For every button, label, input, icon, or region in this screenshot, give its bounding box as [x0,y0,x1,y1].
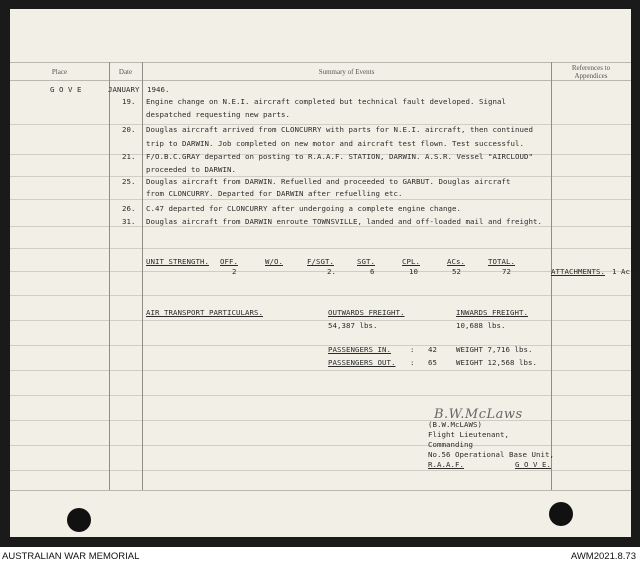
strength-col-acs: ACs. [447,257,465,266]
summary-line: trip to DARWIN. Job completed on new motor and aircraft test flown. Test successful. [146,139,524,148]
passengers-in-label: PASSENGERS IN. [328,345,391,354]
summary-line: Douglas aircraft arrived from CLONCURRY with parts for N.E.I. aircraft, then continued [146,125,533,134]
summary-line: proceeded to DARWIN. [146,165,236,174]
refs-header: References to Appendices [571,64,611,80]
date-entry: 19. [122,97,136,106]
date-header: Date [118,68,133,76]
date-entry: 21. [122,152,136,161]
ruled-line [10,248,631,249]
inwards-freight-label: INWARDS FREIGHT. [456,308,528,317]
strength-col-off: OFF. [220,257,238,266]
date-entry: 25. [122,177,136,186]
outwards-freight-label: OUTWARDS FREIGHT. [328,308,405,317]
signatory-unit: No.56 Operational Base Unit, [428,450,554,459]
strength-col-wo: W/O. [265,257,283,266]
ruled-line [10,470,631,471]
date-entry: 31. [122,217,136,226]
passengers-in-value: 42 [428,345,437,354]
ruled-line [10,226,631,227]
strength-value-fsgt: 2. [327,267,336,276]
unit-strength-label: UNIT STRENGTH. [146,257,209,266]
passengers-in-colon: : [410,345,415,354]
header-top-rule [10,62,631,63]
strength-col-total: TOTAL. [488,257,515,266]
ruled-line [10,271,631,272]
passengers-out-weight: WEIGHT 12,568 lbs. [456,358,537,367]
signatory-raaf: R.A.A.F. [428,460,464,469]
ruled-line [10,199,631,200]
ruled-line [10,420,631,421]
diary-page [10,9,635,537]
strength-col-cpl: CPL. [402,257,420,266]
signatory-name: (B.W.McLAWS) [428,420,482,429]
summary-line: from CLONCURRY. Departed for DARWIN after refuelling etc. [146,189,403,198]
signatory-role: Commanding [428,440,473,449]
punch-hole-left [67,508,91,532]
passengers-out-value: 65 [428,358,437,367]
inwards-freight-value: 10,688 lbs. [456,321,506,330]
ruled-line [10,445,631,446]
punch-hole-right [549,502,573,526]
summary-header: Summary of Events [318,68,375,76]
strength-col-sgt: SGT. [357,257,375,266]
date-entry: 20. [122,125,136,134]
handwritten-signature: B.W.McLaws [434,407,523,422]
summary-line: Douglas aircraft from DARWIN. Refuelled and proceeded to GARBUT. Douglas aircraft [146,177,511,186]
strength-col-fsgt: F/SGT. [307,257,334,266]
outwards-freight-value: 54,387 lbs. [328,321,378,330]
ruled-line [10,320,631,321]
place-column-divider [109,62,110,490]
strength-value-total: 72 [502,267,511,276]
attachments-label: ATTACHMENTS. [551,267,605,276]
place-header: Place [51,68,68,76]
archive-reference: AWM2021.8.73 [570,551,636,562]
attachments-value: 1 Ac. [612,267,635,276]
date-column-divider [142,62,143,490]
summary-line: C.47 departed for CLONCURRY after undergoing a complete engine change. [146,204,461,213]
footer-rule [10,490,631,491]
place-entry: G O V E [50,85,82,94]
ruled-line [10,345,631,346]
signatory-place: G O V E. [515,460,551,469]
ruled-line [10,395,631,396]
month-entry: JANUARY [108,85,140,94]
air-transport-label: AIR TRANSPORT PARTICULARS. [146,308,263,317]
passengers-out-colon: : [410,358,415,367]
passengers-out-label: PASSENGERS OUT. [328,358,396,367]
ruled-line [10,295,631,296]
date-entry: 26. [122,204,136,213]
archive-credit: AUSTRALIAN WAR MEMORIAL [2,551,140,562]
summary-line: Engine change on N.E.I. aircraft completed but technical fault developed. Signal [146,97,506,106]
summary-line: despatched requesting new parts. [146,110,290,119]
summary-line: Douglas aircraft from DARWIN enroute TOWNSVILLE, landed and off-loaded mail and freight. [146,217,542,226]
summary-line: F/O.B.C.GRAY departed on posting to R.A.A.F. STATION, DARWIN. A.S.R. Vessel "AIRCLOUD" [146,152,533,161]
header-bottom-rule [10,80,631,81]
signatory-rank: Flight Lieutenant, [428,430,509,439]
strength-value-cpl: 10 [409,267,418,276]
strength-value-sgt: 6 [370,267,375,276]
passengers-in-weight: WEIGHT 7,716 lbs. [456,345,533,354]
refs-column-divider [551,62,552,490]
strength-value-off: 2 [232,267,237,276]
year-entry: 1946. [147,85,170,94]
ruled-line [10,370,631,371]
strength-value-acs: 52 [452,267,461,276]
